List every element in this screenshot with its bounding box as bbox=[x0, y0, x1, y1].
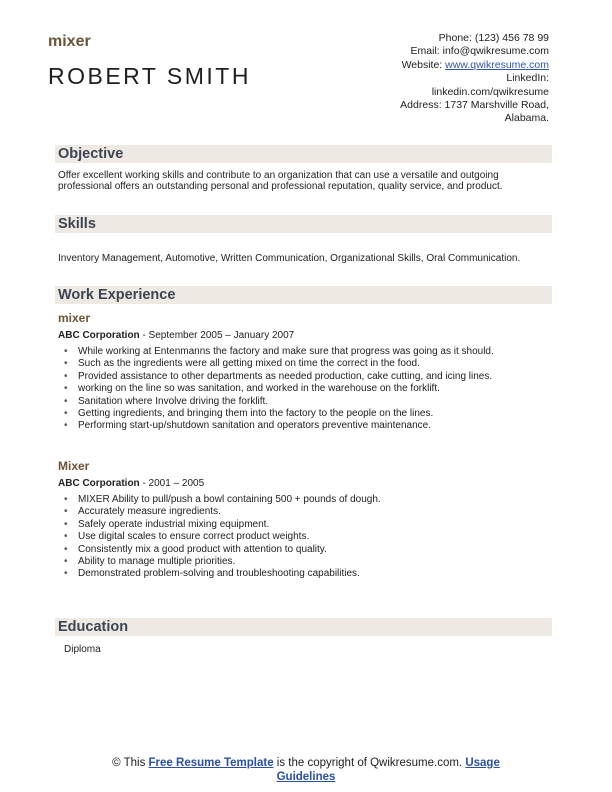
list-item: • Sanitation where Involve driving the forklift. bbox=[64, 395, 269, 407]
job-bullets bbox=[64, 346, 554, 433]
contact-address-line2: Alabama. bbox=[504, 112, 549, 125]
contact-email: Email: info@qwikresume.com bbox=[410, 45, 549, 58]
copyright-footer bbox=[0, 756, 612, 784]
job-company: ABC Corporation bbox=[58, 330, 140, 341]
list-item: • MIXER Ability to pull/push a bowl containing 500 + pounds of dough. bbox=[64, 494, 381, 505]
contact-linkedin-value: linkedin.com/qwikresume bbox=[431, 85, 549, 98]
education-text: Diploma bbox=[64, 644, 101, 655]
job-role: Mixer bbox=[58, 459, 90, 473]
usage-guidelines-link[interactable]: Usage bbox=[465, 757, 500, 769]
job-bullets bbox=[64, 494, 554, 581]
objective-heading-bar bbox=[55, 145, 552, 163]
list-item: • Such as the ingredients were all getting mixed on time the correct in the food. bbox=[64, 358, 420, 370]
job-company: ABC Corporation bbox=[58, 478, 140, 489]
list-item: • Consistently mix a good product with attention to quality. bbox=[64, 543, 327, 555]
job-company-line bbox=[58, 330, 294, 341]
job-role: mixer bbox=[58, 311, 91, 325]
usage-guidelines-link-cont[interactable]: Guidelines bbox=[276, 771, 336, 783]
footer-line-2 bbox=[0, 770, 612, 784]
job-dates: - September 2005 – January 2007 bbox=[139, 330, 295, 341]
education-heading: Education bbox=[58, 619, 129, 635]
list-item: • working on the line so was sanitation, and worked in the warehouse on the forklift. bbox=[64, 383, 440, 395]
contact-website bbox=[329, 59, 549, 72]
list-item: • Use digital scales to ensure correct product weights. bbox=[64, 531, 310, 543]
list-item: • While working at Entenmanns the factory and make sure that progress was going as it should. bbox=[64, 346, 494, 357]
list-item: • Accurately measure ingredients. bbox=[64, 506, 221, 518]
contact-phone: Phone: (123) 456 78 99 bbox=[438, 32, 549, 44]
header-job-title: mixer bbox=[48, 33, 91, 50]
skills-text: Inventory Management, Automotive, Written Communication, Organizational Skills, Oral Communication. bbox=[58, 253, 521, 264]
education-heading-bar bbox=[55, 618, 552, 636]
skills-heading-bar bbox=[55, 215, 552, 233]
footer-line-1: © This Free Resume Template is the copyright of Qwikresume.com. Usage bbox=[112, 757, 500, 769]
contact-block bbox=[329, 32, 549, 126]
list-item: • Performing start-up/shutdown sanitation and operators preventive maintenance. bbox=[64, 420, 431, 432]
contact-linkedin-label: LinkedIn: bbox=[506, 72, 549, 85]
website-label: Website: bbox=[401, 58, 446, 71]
candidate-name: ROBERT SMITH bbox=[48, 63, 251, 89]
list-item: • Getting ingredients, and bringing them into the factory to the people on the lines. bbox=[64, 408, 434, 420]
free-resume-template-link[interactable]: Free Resume Template bbox=[148, 757, 274, 769]
objective-heading: Objective bbox=[58, 146, 124, 162]
job-dates: - 2001 – 2005 bbox=[139, 478, 205, 489]
objective-text: Offer excellent working skills and contribute to an organization that can use a versatile and outgoing professional offers an outstanding personal and professional reputation, quality service, and product. bbox=[58, 170, 503, 193]
work-heading-bar bbox=[55, 286, 552, 304]
contact-address-line1: Address: 1737 Marshville Road, bbox=[400, 99, 549, 112]
work-heading: Work Experience bbox=[58, 287, 176, 303]
list-item: • Provided assistance to other departments as needed production, cake cutting, and icing lines. bbox=[64, 370, 493, 382]
skills-heading: Skills bbox=[58, 216, 96, 232]
list-item: • Safely operate industrial mixing equipment. bbox=[64, 518, 270, 530]
job-company-line bbox=[58, 478, 204, 489]
list-item: • Ability to manage multiple priorities. bbox=[64, 556, 236, 568]
website-link[interactable]: www.qwikresume.com bbox=[445, 58, 549, 71]
list-item: • Demonstrated problem-solving and troubleshooting capabilities. bbox=[64, 568, 360, 580]
